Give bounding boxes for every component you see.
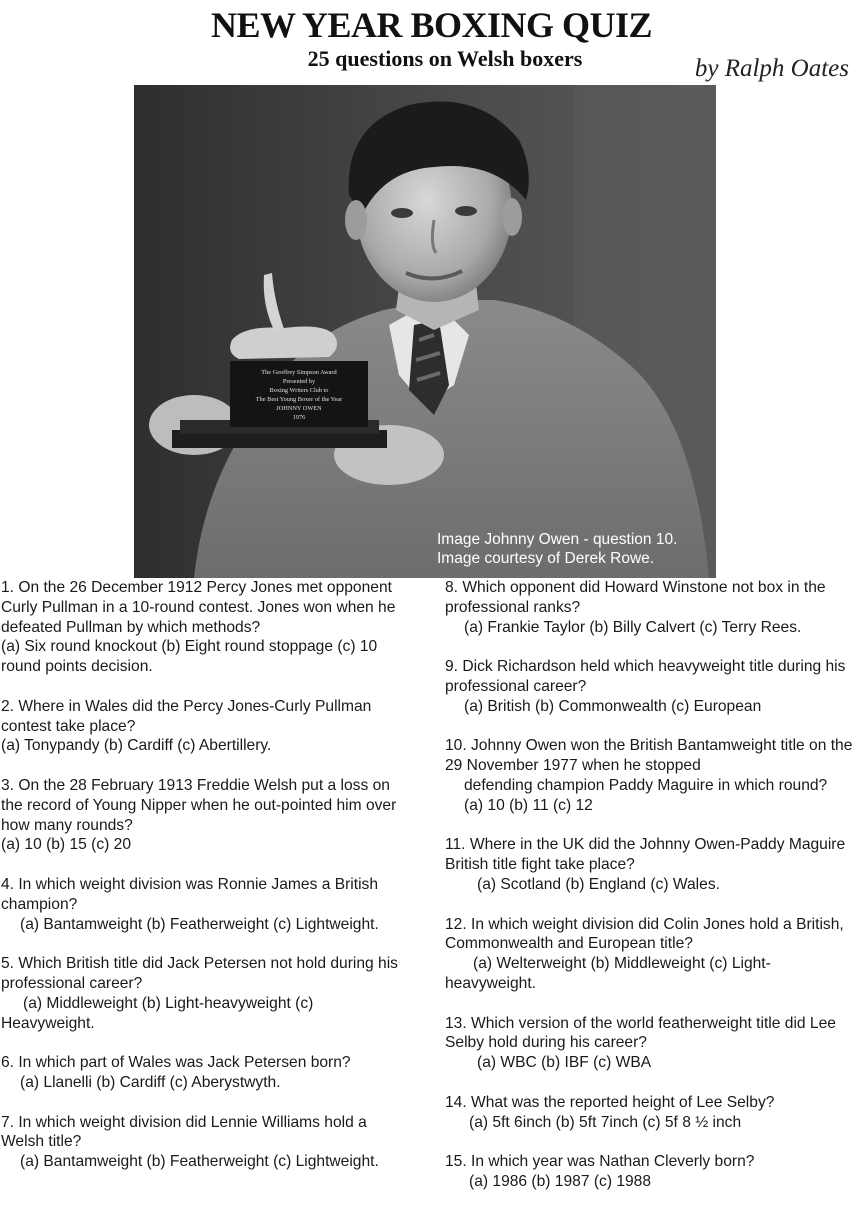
svg-text:The Geoffrey Simpson Award: The Geoffrey Simpson Award bbox=[261, 369, 337, 376]
question-text: 2. Where in Wales did the Percy Jones-Curly Pullman contest take place? bbox=[1, 697, 372, 735]
svg-text:JOHNNY OWEN: JOHNNY OWEN bbox=[276, 405, 322, 412]
answer-options: (a) Frankie Taylor (b) Billy Calvert (c) Terry Rees. bbox=[464, 618, 802, 636]
question-6 bbox=[1, 1053, 411, 1093]
svg-text:Presented by: Presented by bbox=[282, 378, 316, 385]
question-15 bbox=[445, 1152, 857, 1192]
answer-options: (a) Welterweight (b) Middleweight (c) Light-heavyweight. bbox=[445, 955, 771, 992]
caption-line-2: Image courtesy of Derek Rowe. bbox=[437, 550, 655, 567]
question-13 bbox=[445, 1014, 857, 1073]
question-text: 15. In which year was Nathan Cleverly born? bbox=[445, 1153, 755, 1171]
question-text: 12. In which weight division did Colin Jones hold a British, Commonwealth and European title? bbox=[445, 915, 844, 953]
svg-text:1976: 1976 bbox=[292, 414, 306, 421]
answer-options: (a) 5ft 6inch (b) 5ft 7inch (c) 5f 8 ½ inch bbox=[469, 1113, 742, 1131]
question-text-continued: defending champion Paddy Maguire in which round? bbox=[464, 776, 828, 794]
answer-options: (a) Scotland (b) England (c) Wales. bbox=[477, 875, 720, 893]
answer-options: (a) Six round knockout (b) Eight round stoppage (c) 10 round points decision. bbox=[1, 638, 378, 676]
caption-line-1: Image Johnny Owen - question 10. bbox=[437, 531, 678, 548]
question-text: 1. On the 26 December 1912 Percy Jones met opponent Curly Pullman in a 10-round contest. Jones won when he defeated Pullman by which methods? bbox=[1, 579, 396, 636]
johnny-owen-photo bbox=[134, 85, 716, 578]
question-4 bbox=[1, 875, 411, 934]
question-10 bbox=[445, 736, 857, 815]
question-8 bbox=[445, 578, 857, 637]
svg-text:Boxing Writers Club to: Boxing Writers Club to bbox=[269, 387, 329, 394]
question-2 bbox=[1, 697, 411, 756]
question-text: 10. Johnny Owen won the British Bantamweight title on the 29 November 1977 when he stopped bbox=[445, 737, 853, 775]
answer-options: (a) 10 (b) 11 (c) 12 bbox=[464, 796, 593, 814]
answer-options: (a) Tonypandy (b) Cardiff (c) Abertillery. bbox=[1, 737, 272, 755]
question-14 bbox=[445, 1093, 857, 1133]
question-text: 11. Where in the UK did the Johnny Owen-Paddy Maguire British title fight take place? bbox=[445, 836, 846, 874]
question-1 bbox=[1, 578, 411, 677]
question-11 bbox=[445, 835, 857, 894]
question-text: 6. In which part of Wales was Jack Petersen born? bbox=[1, 1054, 351, 1072]
quiz-title: NEW YEAR BOXING QUIZ bbox=[210, 5, 653, 45]
svg-text:The Best Young Boxer of the Ye: The Best Young Boxer of the Year bbox=[255, 396, 343, 403]
question-text: 13. Which version of the world featherweight title did Lee Selby hold during his career? bbox=[445, 1014, 836, 1052]
question-text: 9. Dick Richardson held which heavyweight title during his professional career? bbox=[445, 658, 846, 695]
answer-options: (a) British (b) Commonwealth (c) European bbox=[464, 697, 762, 715]
photo-caption bbox=[437, 530, 727, 568]
question-9 bbox=[445, 657, 857, 716]
question-12 bbox=[445, 915, 857, 994]
author-byline: by Ralph Oates bbox=[694, 55, 849, 82]
questions-left-column bbox=[1, 578, 411, 1192]
quiz-subtitle: 25 questions on Welsh boxers bbox=[307, 46, 583, 71]
question-5 bbox=[1, 954, 411, 1033]
question-text: 8. Which opponent did Howard Winstone not box in the professional ranks? bbox=[445, 579, 826, 616]
answer-options: (a) WBC (b) IBF (c) WBA bbox=[477, 1054, 652, 1072]
answer-options: (a) 10 (b) 15 (c) 20 bbox=[1, 836, 131, 854]
question-text: 3. On the 28 February 1913 Freddie Welsh put a loss on the record of Young Nipper when he out-pointed him over how many rounds? bbox=[1, 776, 397, 834]
question-text: 14. What was the reported height of Lee Selby? bbox=[445, 1093, 775, 1111]
answer-options: (a) Bantamweight (b) Featherweight (c) Lightweight. bbox=[20, 915, 379, 933]
questions-right-column bbox=[445, 578, 857, 1212]
answer-options: (a) Middleweight (b) Light-heavyweight (c) Heavyweight. bbox=[1, 994, 314, 1032]
answer-options: (a) Llanelli (b) Cardiff (c) Aberystwyth. bbox=[20, 1073, 281, 1091]
answer-options: (a) 1986 (b) 1987 (c) 1988 bbox=[469, 1172, 652, 1190]
answer-options: (a) Bantamweight (b) Featherweight (c) Lightweight. bbox=[20, 1153, 379, 1171]
question-text: 5. Which British title did Jack Petersen not hold during his professional career? bbox=[1, 955, 398, 992]
question-3 bbox=[1, 776, 411, 855]
question-text: 4. In which weight division was Ronnie James a British champion? bbox=[1, 875, 379, 913]
question-text: 7. In which weight division did Lennie Williams hold a Welsh title? bbox=[1, 1113, 367, 1151]
question-7 bbox=[1, 1113, 411, 1172]
